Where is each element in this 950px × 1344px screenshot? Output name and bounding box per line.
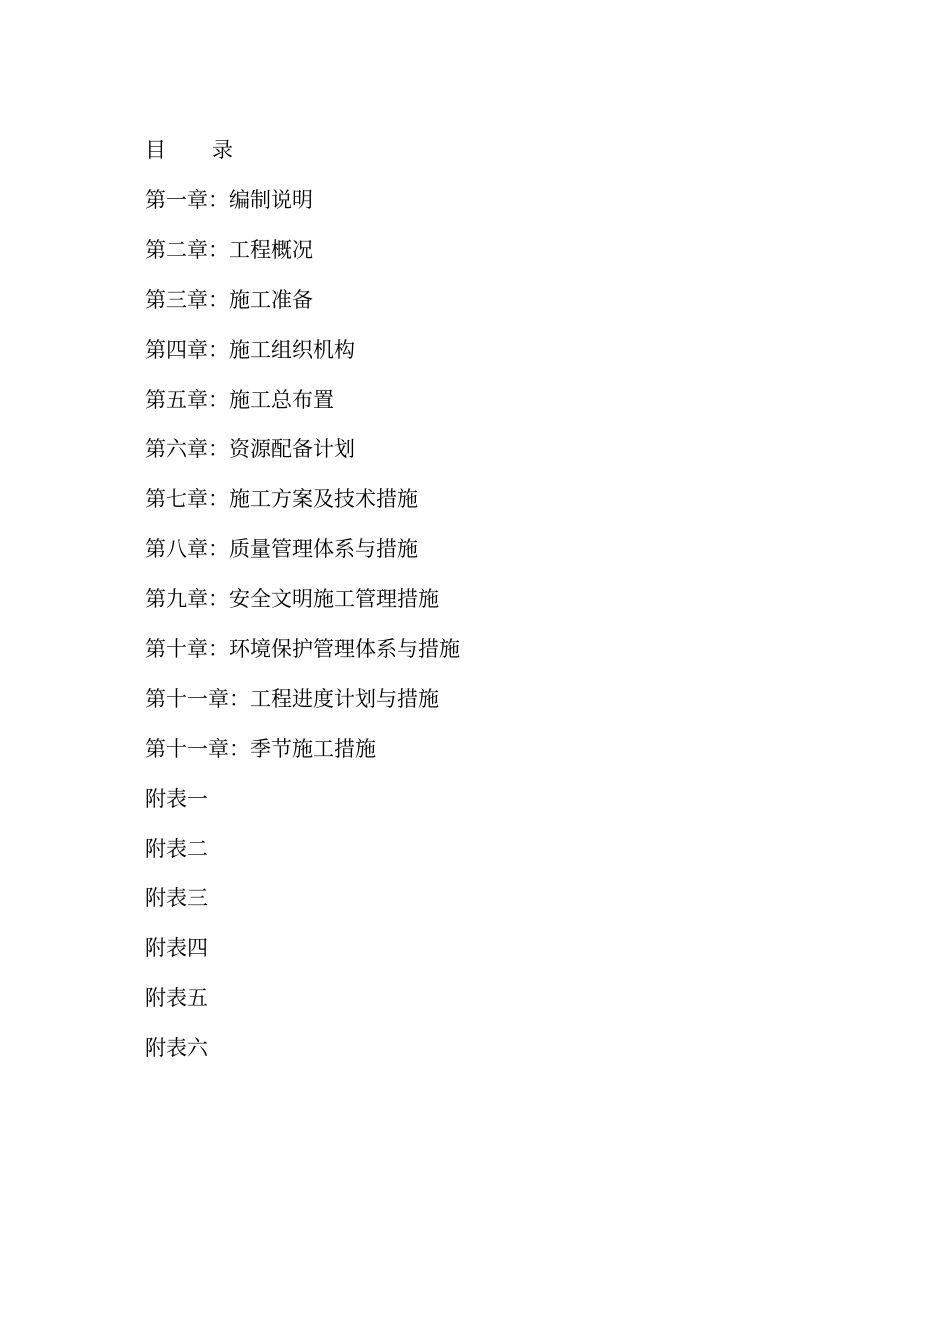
table-of-contents [145, 133, 460, 1081]
toc-item-chapter-1: 第一章：编制说明 [145, 188, 313, 212]
toc-item-appendix-2: 附表二 [145, 836, 208, 861]
toc-item-chapter-7: 第七章：施工方案及技术措施 [145, 487, 418, 512]
toc-item-chapter-5: 第五章：施工总布置 [145, 387, 334, 412]
toc-item-appendix-1: 附表一 [145, 786, 208, 811]
toc-item-appendix-4: 附表四 [145, 936, 208, 961]
toc-item-appendix-6: 附表六 [145, 1036, 208, 1061]
toc-heading [145, 133, 460, 167]
toc-item-chapter-9: 第九章：安全文明施工管理措施 [145, 587, 439, 612]
toc-item-chapter-8: 第八章：质量管理体系与措施 [145, 537, 418, 562]
toc-item-chapter-10: 第十章：环境保护管理体系与措施 [145, 637, 460, 662]
toc-item-chapter-2: 第二章：工程概况 [145, 237, 313, 262]
toc-item-chapter-11b: 第十一章：季节施工措施 [145, 736, 376, 761]
toc-item-chapter-6: 第六章：资源配备计划 [145, 437, 355, 462]
toc-item-chapter-3: 第三章：施工准备 [145, 287, 313, 312]
toc-item-chapter-4: 第四章：施工组织机构 [145, 337, 355, 362]
toc-heading-char-2: 录 [212, 138, 233, 162]
toc-item-chapter-11a: 第十一章：工程进度计划与措施 [145, 686, 439, 711]
toc-item-appendix-3: 附表三 [145, 886, 208, 911]
toc-item-appendix-5: 附表五 [145, 986, 208, 1011]
toc-heading-char-1: 目 [145, 138, 166, 162]
